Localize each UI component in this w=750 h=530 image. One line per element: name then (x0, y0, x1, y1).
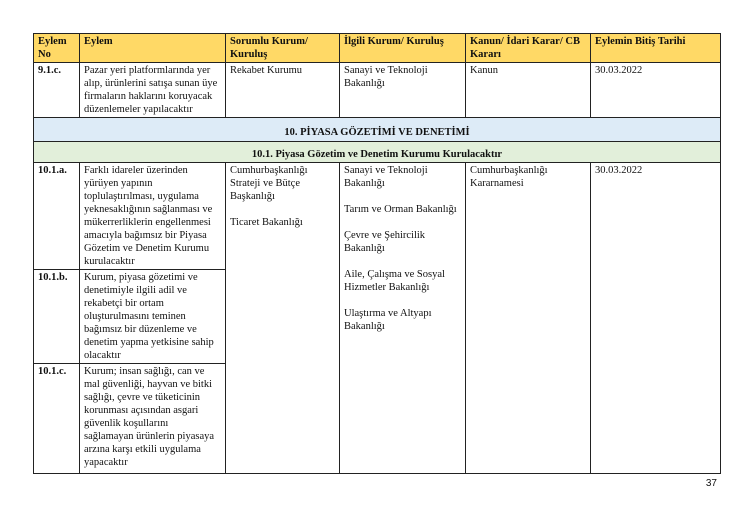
row-sorumlu: Rekabet Kurumu (226, 63, 340, 118)
header-eylem: Eylem (80, 34, 226, 63)
section-row (34, 118, 721, 142)
group-ilgili: Sanayi ve Teknoloji Bakanlığı Tarım ve Orman Bakanlığı Çevre ve Şehircilik Bakanlığı Aile, Çalışma ve Sosyal Hizmetler Bakanlığı Ulaştırma ve Altyapı Bakanlığı (340, 163, 466, 474)
row-kanun: Kanun (466, 63, 591, 118)
subsection-title-cell (34, 142, 721, 163)
section-title-cell (34, 118, 721, 142)
header-kanun: Kanun/ İdari Karar/ CB Kararı (466, 34, 591, 63)
row-number: 10.1.a. (34, 163, 80, 270)
header-sorumlu: Sorumlu Kurum/ Kuruluş (226, 34, 340, 63)
row-eylem: Kurum; insan sağlığı, can ve mal güvenliği, hayvan ve bitki sağlığı, çevre ve tüketicinin korunması açısından asgari güvenlik koşullarını sağlamayan ürünlerin piyasaya arzına karşı etkili uygulama yapacaktır (80, 364, 226, 474)
row-eylem: Kurum, piyasa gözetimi ve denetimiyle ilgili adil ve rekabetçi bir ortam oluşturulmasını teminen bağımsız bir düzenleme ve denetim yapma yetkisine sahip olacaktır (80, 270, 226, 364)
row-number: 10.1.b. (34, 270, 80, 364)
row-number: 9.1.c. (34, 63, 80, 118)
row-ilgili: Sanayi ve Teknoloji Bakanlığı (340, 63, 466, 118)
header-eylem-no: Eylem No (34, 34, 80, 63)
action-plan-table (33, 33, 721, 474)
header-ilgili: İlgili Kurum/ Kuruluş (340, 34, 466, 63)
section-title: 10. PİYASA GÖZETİMİ VE DENETİMİ (284, 127, 470, 138)
table-row (34, 63, 721, 118)
row-bitis: 30.03.2022 (591, 63, 721, 118)
header-bitis: Eylemin Bitiş Tarihi (591, 34, 721, 63)
table-header-row (34, 34, 721, 63)
group-sorumlu: Cumhurbaşkanlığı Strateji ve Bütçe Başkanlığı Ticaret Bakanlığı (226, 163, 340, 474)
subsection-row (34, 142, 721, 163)
row-eylem: Pazar yeri platformlarında yer alıp, ürünlerini satışa sunan üye firmaların haklarını koruyacak düzenlemeler yapılacaktır (80, 63, 226, 118)
row-eylem: Farklı idareler üzerinden yürüyen yapının toplulaştırılması, uygulama yeknesaklığının sağlanması ve mükerrerliklerin engellenmesi amacıyla bağımsız bir Piyasa Gözetim ve Denetim Kurumu kurulacaktır (80, 163, 226, 270)
group-kanun: Cumhurbaşkanlığı Kararnamesi (466, 163, 591, 474)
row-number: 10.1.c. (34, 364, 80, 474)
subsection-title: 10.1. Piyasa Gözetim ve Denetim Kurumu Kurulacaktır (251, 149, 503, 160)
table-row (34, 163, 721, 270)
page-number: 37 (705, 478, 717, 489)
group-bitis: 30.03.2022 (591, 163, 721, 474)
